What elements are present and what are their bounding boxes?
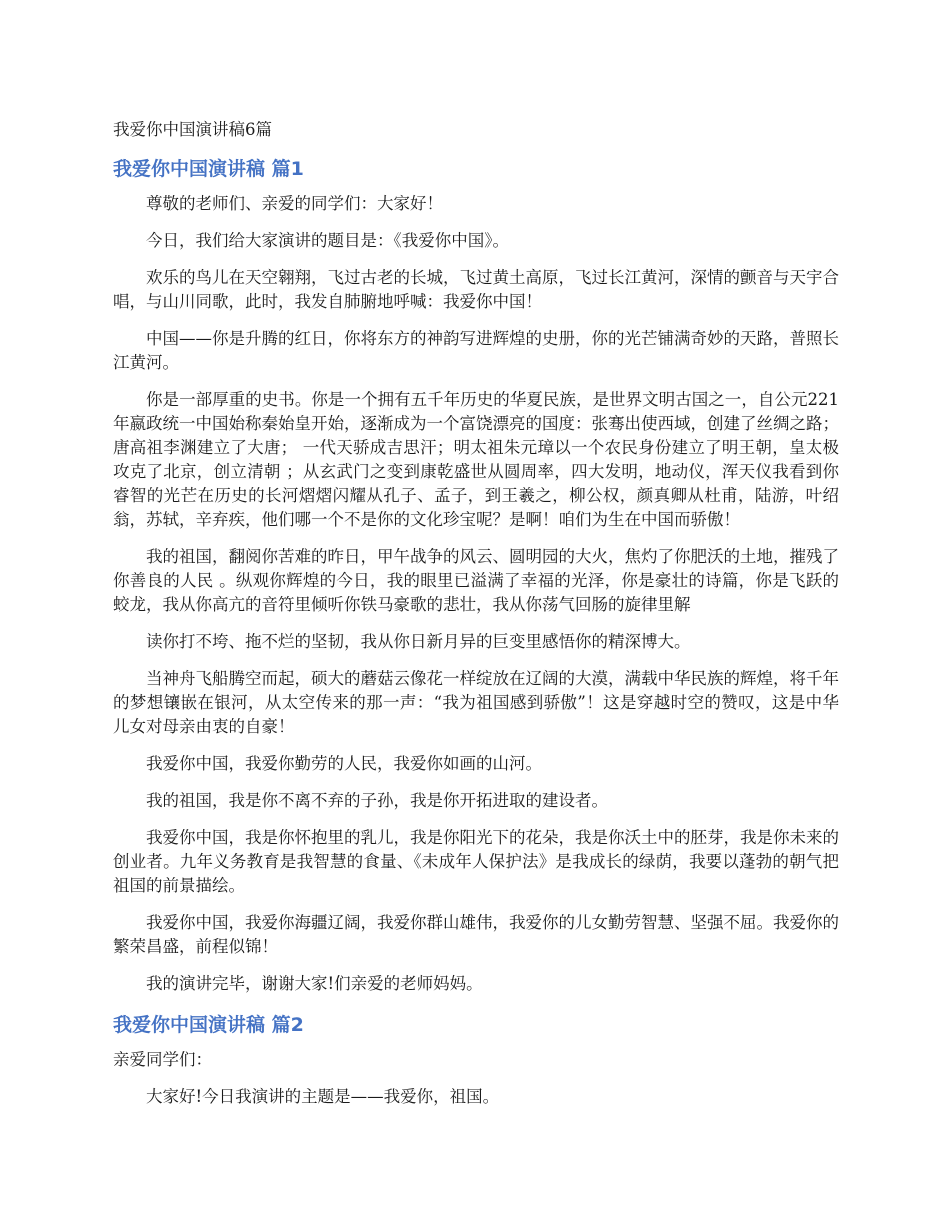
paragraph: 你是一部厚重的史书。你是一个拥有五千年历史的华夏民族，是世界文明古国之一，自公元221年嬴政统一中国始称秦始皇开始，逐渐成为一个富饶漂亮的国度：张骞出使西域，创建了丝绸之路；唐高祖李渊建立了大唐； 一代天骄成吉思汗；明太祖朱元璋以一个农民身份建立了明王朝，皇太极攻克了北京，创立清朝 ；从玄武门之变到康乾盛世从圆周率，四大发明，地动仪，浑天仪我看到你睿智的光芒在历史的长河熠熠闪耀从孔子、孟子，到王羲之，柳公权，颜真卿从杜甫，陆游，叶绍翁，苏轼，辛弃疾，他们哪一个不是你的文化珍宝呢？是啊！咱们为生在中国而骄傲！ [113, 390, 839, 529]
section-heading-2: 我爱你中国演讲稿 篇2 [113, 1014, 304, 1036]
paragraph: 我爱你中国，我爱你海疆辽阔，我爱你群山雄伟，我爱你的儿女勤劳智慧、坚强不屈。我爱你的繁荣昌盛，前程似锦！ [113, 913, 839, 956]
section-heading-1: 我爱你中国演讲稿 篇1 [113, 158, 304, 180]
paragraph: 我爱你中国，我爱你勤劳的人民，我爱你如画的山河。 [146, 754, 542, 773]
document-title: 我爱你中国演讲稿6篇 [113, 120, 272, 139]
paragraph: 大家好!今日我演讲的主题是——我爱你，祖国。 [146, 1087, 500, 1106]
paragraph: 欢乐的鸟儿在天空翱翔，飞过古老的长城，飞过黄土高原，飞过长江黄河，深情的颤音与天宇合唱，与山川同歌，此时，我发自肺腑地呼喊：我爱你中国！ [113, 268, 839, 311]
paragraph: 中国——你是升腾的红日，你将东方的神韵写进辉煌的史册，你的光芒铺满奇妙的天路，普照长江黄河。 [113, 329, 839, 372]
paragraph: 当神舟飞船腾空而起，硕大的蘑菇云像花一样绽放在辽阔的大漠，满载中华民族的辉煌，将千年的梦想镶嵌在银河，从太空传来的那一声：“我为祖国感到骄傲”！这是穿越时空的赞叹，这是中华儿女对母亲由衷的自豪！ [113, 669, 839, 736]
paragraph: 我的祖国，我是你不离不弃的子孙，我是你开拓进取的建设者。 [146, 791, 608, 810]
paragraph: 我爱你中国，我是你怀抱里的乳儿，我是你阳光下的花朵，我是你沃土中的胚芽，我是你未来的创业者。九年义务教育是我智慧的食量、《未成年人保护法》是我成长的绿荫，我要以蓬勃的朝气把祖国的前景描绘。 [113, 828, 839, 895]
paragraph: 我的演讲完毕，谢谢大家!们亲爱的老师妈妈。 [146, 974, 483, 993]
section-1 [113, 156, 839, 996]
paragraph: 尊敬的老师们、亲爱的同学们：大家好！ [146, 194, 443, 213]
paragraph: 我的祖国，翻阅你苦难的昨日，甲午战争的风云、圆明园的大火，焦灼了你肥沃的土地，摧残了你善良的人民 。纵观你辉煌的今日，我的眼里已溢满了幸福的光泽，你是豪壮的诗篇，你是飞跃的蛟龙，我从你高亢的音符里倾听你铁马豪歌的悲壮，我从你荡气回肠的旋律里解 [113, 547, 839, 614]
paragraph: 读你打不垮、拖不烂的坚韧，我从你日新月异的巨变里感悟你的精深博大。 [146, 632, 691, 651]
document-page [113, 118, 839, 1122]
salutation: 亲爱同学们： [113, 1050, 212, 1069]
paragraph: 今日，我们给大家演讲的题目是：《我爱你中国》。 [146, 231, 509, 250]
section-2 [113, 1012, 839, 1109]
